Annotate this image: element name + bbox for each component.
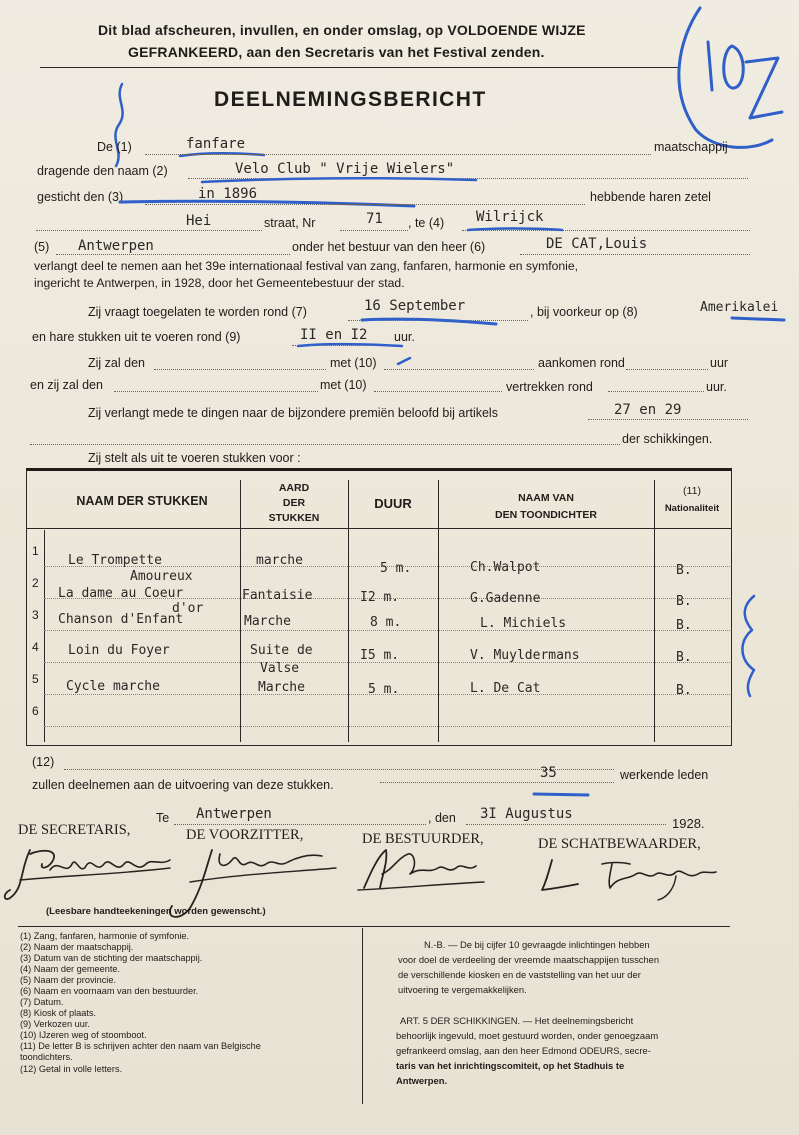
line-premien-2 [30, 444, 620, 445]
footnote: (3) Datum van de stichting der maatschappij. [20, 953, 203, 963]
naam-value: Velo Club " Vrije Wielers" [235, 161, 455, 177]
line-gesticht [145, 204, 585, 205]
piece-name: Chanson d'Enfant [58, 612, 184, 627]
header-nat-1: (11) [683, 485, 701, 497]
piece-composer: L. De Cat [470, 681, 541, 696]
art5-line: taris van het inrichtingscomiteit, op het Stadhuis te [396, 1060, 625, 1071]
nb-line: de verschillende kiosken en de vaststelling van het uur der [398, 969, 641, 980]
footer-rule [18, 926, 730, 927]
nb-line: uitvoering te vergemakkelijken. [398, 984, 527, 995]
piece-composer: V. Muyldermans [470, 648, 580, 663]
society-type-underline [178, 150, 268, 160]
piece-duration: 5 m. [380, 561, 412, 576]
line-date [466, 824, 666, 825]
nb-line: N.-B. — De bij cijfer 10 gevraagde inlichtingen hebben [424, 939, 650, 950]
header-duur: DUUR [374, 496, 412, 511]
footnote: (1) Zang, fanfaren, harmonie of symfonie. [20, 931, 190, 941]
piece-duration: 5 m. [368, 682, 400, 697]
year-label: 1928. [672, 816, 705, 831]
voorkeur-label: , bij voorkeur op (8) [530, 305, 638, 319]
row-line-3 [44, 630, 730, 631]
prov-value: Antwerpen [78, 238, 154, 254]
piece-nationality: B. [676, 563, 692, 578]
line-aankomen-2 [384, 369, 534, 370]
bestuurder-title: DE BESTUURDER, [362, 831, 484, 847]
line-premien [588, 419, 748, 420]
bestuur-value: DE CAT,Louis [546, 236, 648, 252]
vertrek-label-1: en zij zal den [30, 378, 103, 392]
row-line-6 [44, 726, 730, 727]
line-naam [188, 178, 748, 179]
piece-duration: I2 m. [360, 590, 400, 605]
intro-line-1: verlangt deel te nemen aan het 39e internationaal festival van zang, fanfaren, harmonie en symfonie, [34, 259, 579, 273]
row-number: 3 [32, 608, 39, 622]
street-value: Hei [186, 213, 212, 229]
piece-name: Cycle marche [66, 679, 160, 694]
footnote: (9) Verkozen uur. [20, 1019, 90, 1029]
town-value: Wilrijck [476, 209, 544, 225]
art5-line: behoorlijk ingevuld, moet gestuurd worden, onder genoegzaam [396, 1030, 659, 1041]
margin-annotation-text [700, 46, 702, 47]
te-place-label: Te [156, 811, 170, 825]
piece-kind: Marche [258, 680, 305, 695]
den-label: , den [428, 811, 456, 825]
footnote: (2) Naam der maatschappij. [20, 942, 134, 952]
piece-composer: Ch.Walpot [470, 560, 541, 575]
row-number: 1 [32, 544, 39, 558]
line-rond [348, 320, 528, 321]
members-suffix: werkende leden [620, 768, 709, 782]
piece-name: La dame au Coeur [58, 586, 184, 601]
margin-annotation-mark [660, 0, 790, 160]
stelt-label: Zij stelt als uit te voeren stukken voor : [88, 451, 301, 465]
line-vertrek-3 [608, 391, 704, 392]
aankomen-uur: uur [710, 356, 729, 370]
aankomen-tick [396, 354, 416, 368]
header-nat-2: Nationaliteit [664, 503, 720, 514]
art5-line: gefrankeerd omslag, aan den heer Edmond ODEURS, secre- [396, 1045, 651, 1056]
left-bracket-mark [104, 80, 144, 170]
footnote: (6) Naam en voornaam van den bestuurder. [20, 986, 199, 996]
footnote: (4) Naam der gemeente. [20, 964, 121, 974]
footnote: (5) Naam der provincie. [20, 975, 116, 985]
line-society [145, 154, 651, 155]
vertrek-uur: uur. [706, 380, 727, 394]
line-number [340, 230, 408, 231]
stukken-value: II en I2 [300, 327, 368, 343]
piece-kind: Fantaisie [242, 588, 313, 603]
voorzitter-title: DE VOORZITTER, [186, 827, 304, 843]
piece-kind-cont: Valse [260, 661, 300, 676]
header-aard-2: DER [282, 497, 306, 509]
document-title: DEELNEMINGSBERICHT [214, 88, 487, 111]
piece-nationality: B. [676, 683, 692, 698]
table-header-rule [26, 528, 732, 529]
piece-name-cont: d'or [172, 601, 204, 616]
header-comp-1: NAAM VAN [518, 492, 574, 504]
row-number: 5 [32, 672, 39, 686]
vertrek-met: met (10) [320, 378, 367, 392]
maatschappij-label: maatschappij [654, 140, 728, 154]
line-vertrek-2 [374, 391, 502, 392]
line-members [64, 769, 614, 770]
date-value: 3I Augustus [480, 806, 573, 822]
header-line-1: Dit blad afscheuren, invullen, en onder omslag, op VOLDOENDE WIJZE [98, 22, 586, 38]
table-rownum-divider [44, 530, 45, 742]
row-number: 2 [32, 576, 39, 590]
line-town [462, 230, 750, 231]
premien-value: 27 en 29 [614, 402, 682, 418]
piece-nationality: B. [676, 650, 692, 665]
header-aard-1: AARD [278, 482, 310, 494]
schatbewaarder-title: DE SCHATBEWAARDER, [538, 836, 701, 852]
footnote: (10) IJzeren weg of stoomboot. [20, 1030, 147, 1040]
footnote: toondichters. [20, 1052, 73, 1062]
piece-kind: marche [256, 553, 303, 568]
line-vertrek-1 [114, 391, 318, 392]
piece-duration: 8 m. [370, 615, 402, 630]
piece-name-cont: Amoureux [130, 569, 193, 584]
voorkeur-underline [730, 314, 790, 324]
secretaris-signature [0, 840, 175, 910]
piece-kind: Suite de [250, 643, 313, 658]
members-value: 35 [540, 765, 557, 781]
vertrek-label-2: vertrekken rond [506, 380, 593, 394]
prov-label: (5) [34, 240, 50, 254]
te-label: , te (4) [408, 216, 445, 230]
aankomen-label-2: aankomen rond [538, 356, 625, 370]
uur-label: uur. [394, 330, 415, 344]
premien-label: Zij verlangt mede te dingen naar de bijzondere premiën beloofd bij artikels [88, 406, 498, 420]
line-place [174, 824, 426, 825]
line-aankomen-1 [154, 369, 326, 370]
piece-composer: L. Michiels [480, 616, 567, 631]
footer-divider [362, 928, 363, 1104]
line-stukken [292, 345, 392, 346]
art5-line: ART. 5 DER SCHIKKINGEN. — Het deelnemingsbericht [400, 1015, 634, 1026]
naam-underline [200, 174, 480, 186]
line-prov [56, 254, 290, 255]
art5-line: Antwerpen. [396, 1075, 448, 1086]
naam-label: dragende den naam (2) [37, 164, 168, 178]
stukken-label: en hare stukken uit te voeren rond (9) [32, 330, 241, 344]
row-number: 4 [32, 640, 39, 654]
piece-name: Le Trompette [68, 553, 162, 568]
schikkingen-label: der schikkingen. [622, 432, 713, 446]
nb-line: voor doel de verdeeling der vreemde maatschappijen tusschen [398, 954, 660, 965]
members-underline [532, 790, 592, 800]
gesticht-value: in 1896 [198, 186, 258, 202]
header-aard-3: STUKKEN [268, 512, 320, 524]
members-number-label: (12) [32, 755, 55, 769]
rond-underline [360, 314, 500, 328]
bestuurder-signature [352, 844, 492, 904]
piece-composer: G.Gadenne [470, 591, 541, 606]
table-bracket-mark [732, 590, 772, 700]
line-bestuur [520, 254, 750, 255]
members-label: zullen deelnemen aan de uitvoering van deze stukken. [32, 778, 334, 792]
header-comp-2: DEN TOONDICHTER [495, 509, 597, 521]
table-col-divider-4 [654, 480, 655, 742]
row-number: 6 [32, 704, 39, 718]
rond-label: Zij vraagt toegelaten te worden rond (7) [88, 305, 307, 319]
voorkeur-value: Amerikalei [700, 300, 779, 315]
piece-nationality: B. [676, 594, 692, 609]
intro-line-2: ingericht te Antwerpen, in 1928, door het Gemeentebestuur der stad. [34, 276, 405, 290]
aankomen-label-1: Zij zal den [88, 356, 145, 370]
te-place-value: Antwerpen [196, 806, 272, 822]
table-col-divider-2 [348, 480, 349, 742]
gesticht-underline [118, 196, 418, 210]
rond-value: 16 September [364, 298, 466, 314]
header-rule [40, 67, 680, 68]
number-value: 71 [366, 211, 383, 227]
secretaris-title: DE SECRETARIS, [18, 822, 131, 838]
schatbewaarder-signature [538, 850, 728, 910]
aankomen-met: met (10) [330, 356, 377, 370]
straat-label: straat, Nr [264, 216, 316, 230]
line-street [36, 230, 262, 231]
footnote: (7) Datum. [20, 997, 64, 1007]
line-members-2 [380, 782, 614, 783]
gesticht-label: gesticht den (3) [37, 190, 124, 204]
header-naam: NAAM DER STUKKEN [76, 494, 208, 508]
line-aankomen-3 [626, 369, 708, 370]
header-line-2: GEFRANKEERD, aan den Secretaris van het Festival zenden. [128, 44, 545, 60]
footnote: (8) Kiosk of plaats. [20, 1008, 97, 1018]
stukken-underline [296, 340, 406, 352]
zetel-label: hebbende haren zetel [590, 190, 711, 204]
de-label: De (1) [97, 140, 132, 154]
leesbare-note: (Leesbare handteekeningen worden gewenscht.) [46, 906, 266, 917]
piece-name: Loin du Foyer [68, 643, 170, 658]
piece-duration: I5 m. [360, 648, 400, 663]
footnote: (12) Getal in volle letters. [20, 1064, 123, 1074]
piece-nationality: B. [676, 618, 692, 633]
society-type-value: fanfare [186, 136, 246, 152]
footnote: (11) De letter B is schrijven achter den naam van Belgische [20, 1041, 261, 1051]
piece-kind: Marche [244, 614, 291, 629]
bestuur-label: onder het bestuur van den heer (6) [292, 240, 486, 254]
